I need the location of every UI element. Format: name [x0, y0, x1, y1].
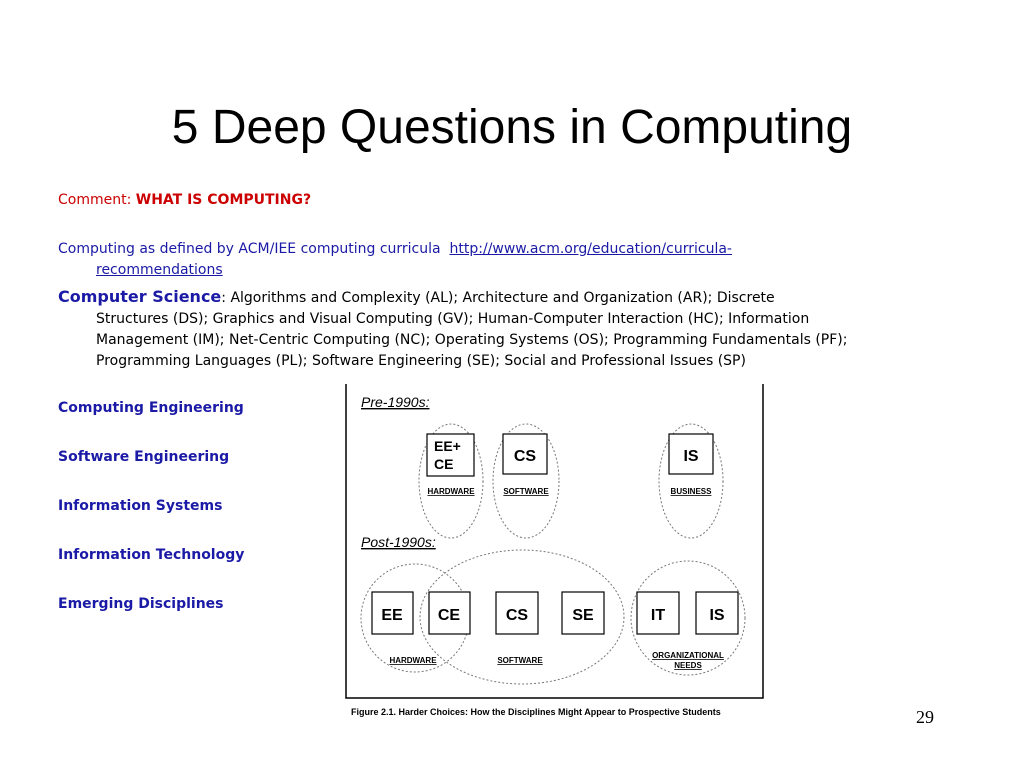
disciplines-figure [345, 384, 770, 719]
pre-hardware-tag: HARDWARE [427, 487, 475, 496]
post-org-tag-line2: NEEDS [674, 661, 702, 670]
page-title: 5 Deep Questions in Computing [171, 101, 853, 154]
curricula-link[interactable]: http://www.acm.org/education/curricula- [449, 241, 732, 257]
discipline-information-systems: Information Systems [58, 498, 223, 514]
cs-line-4: Programming Languages (PL); Software Engineering (SE); Social and Professional Issues (SP) [96, 353, 746, 369]
cs-line-2: Structures (DS); Graphics and Visual Computing (GV); Human-Computer Interaction (HC); Information [96, 311, 810, 327]
post-cs-label: CS [505, 607, 529, 624]
eece-label-line1: EE+ [434, 438, 461, 454]
pre-is-label: IS [683, 448, 699, 465]
post-ce-label: CE [437, 607, 461, 624]
post-1990s-label: Post-1990s: [361, 534, 436, 550]
cs-line-1: : Algorithms and Complexity (AL); Architecture and Organization (AR); Discrete [221, 290, 775, 306]
post-it-label: IT [650, 607, 666, 624]
post-is-label: IS [709, 607, 725, 624]
discipline-information-technology: Information Technology [58, 547, 245, 563]
definition-text: Computing as defined by ACM/IEE computing curricula [58, 241, 441, 257]
computing-definition [58, 239, 958, 281]
post-hardware-tag: HARDWARE [389, 656, 437, 665]
pre-1990s-label: Pre-1990s: [361, 394, 430, 410]
eece-label-line2: CE [434, 456, 454, 472]
pre-software-tag: SOFTWARE [503, 487, 549, 496]
discipline-software-engineering: Software Engineering [58, 449, 230, 465]
post-org-tag-line1: ORGANIZATIONAL [652, 651, 724, 660]
pre-business-tag: BUSINESS [670, 487, 712, 496]
computer-science-block [58, 286, 968, 372]
cs-line-3: Management (IM); Net-Centric Computing (NC); Operating Systems (OS); Programming Fundamentals (PF); [96, 332, 848, 348]
post-ee-label: EE [381, 607, 403, 624]
post-se-label: SE [572, 607, 594, 624]
curricula-link-continued[interactable]: recommendations [96, 262, 223, 278]
comment-line [58, 192, 311, 208]
figure-caption: Figure 2.1. Harder Choices: How the Disciplines Might Appear to Prospective Students [351, 707, 721, 717]
computer-science-heading: Computer Science [58, 287, 222, 306]
comment-text: WHAT IS COMPUTING? [135, 192, 312, 208]
pre-cs-label: CS [513, 448, 537, 465]
post-software-tag: SOFTWARE [497, 656, 543, 665]
discipline-computing-engineering: Computing Engineering [58, 400, 244, 416]
discipline-emerging: Emerging Disciplines [58, 596, 224, 612]
page-number: 29 [916, 707, 934, 727]
comment-prefix: Comment: [58, 192, 132, 208]
